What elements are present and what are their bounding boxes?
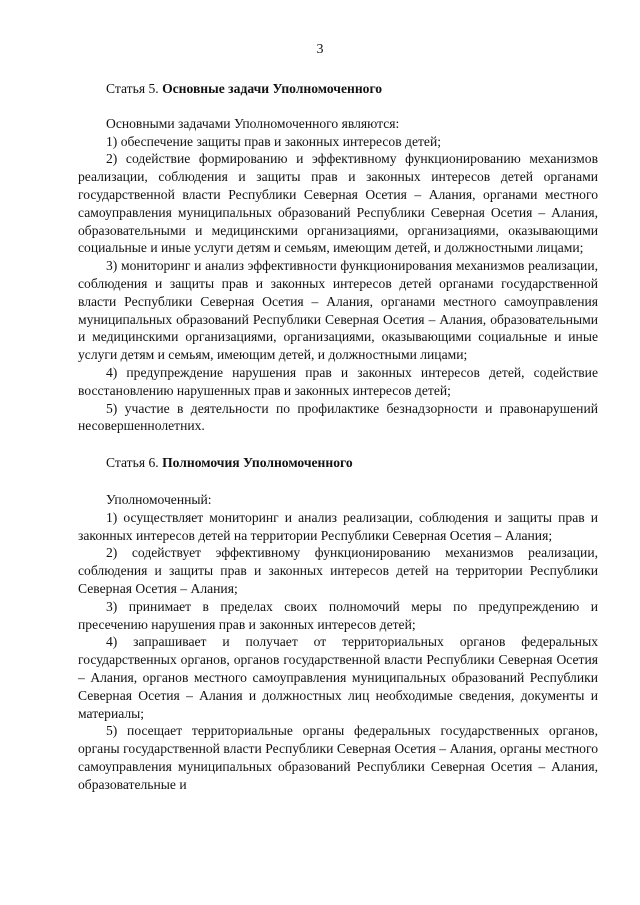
article-5-prefix: Статья 5. [106,81,163,96]
article-5-heading [78,80,598,98]
article-5-item-4: 4) предупреждение нарушения прав и законных интересов детей, содействие восстановлению нарушенных прав и законных интересов детей; [78,364,598,398]
article-5-item-5: 5) участие в деятельности по профилактике безнадзорности и правонарушений несовершеннолетних. [78,400,598,434]
document-body [78,80,598,793]
article-5-item-2: 2) содействие формированию и эффективному функционированию механизмов реализации, соблюдения и защиты прав и законных интересов детей органами государственной власти Республики Северная Осетия – Алания, органами местного самоуправления муниципальных образований Республики Северная Осетия – Алания, образовательными и медицинскими организациями, организациями, оказывающими социальные и иные услуги детям и семьям, имеющим детей, и должностными лицами; [78,151,598,256]
article-6-item-3: 3) принимает в пределах своих полномочий меры по предупреждению и пресечению нарушения прав и законных интересов детей; [78,598,598,632]
article-6-intro: Уполномоченный: [106,491,212,507]
spacer [78,472,598,491]
spacer [78,98,598,115]
article-5-intro: Основными задачами Уполномоченного являются: [106,115,400,131]
article-6-item-5: 5) посещает территориальные органы федеральных государственных органов, органы государственной власти Республики Северная Осетия – Алания, органы местного самоуправления муниципальных образований Республики Северная Осетия – Алания, образовательные и [78,723,598,792]
article-6-prefix: Статья 6. [106,455,163,471]
article-5-title: Основные задачи Уполномоченного [162,81,383,96]
article-6-heading [78,454,598,472]
article-6-title: Полномочия Уполномоченного [162,455,353,471]
spacer [78,435,598,454]
article-6-item-1: 1) осуществляет мониторинг и анализ реализации, соблюдения и защиты прав и законных интересов детей на территории Республики Северная Осетия – Алания; [78,509,598,543]
page-number: 3 [316,42,324,57]
article-5-item-1: 1) обеспечение защиты прав и законных интересов детей; [106,133,442,149]
article-5-item-3: 3) мониторинг и анализ эффективности функционирования механизмов реализации, соблюдения и защиты прав и законных интересов детей органами государственной власти Республики Северная Осетия – Алания, органами местного самоуправления муниципальных образований Республики Северная Осетия – Алания, образовательными и медицинскими организациями, организациями, оказывающими социальные и иные услуги детям и семьям, имеющим детей, и должностными лицами; [78,258,598,363]
article-6-item-2: 2) содействует эффективному функционированию механизмов реализации, соблюдения и защиты прав и законных интересов детей на территории Республики Северная Осетия – Алания; [78,545,598,596]
article-6-item-4: 4) запрашивает и получает от территориальных органов федеральных государственных органов, органов государственной власти Республики Северная Осетия – Алания, органов местного самоуправления муниципальных образований Республики Северная Осетия – Алания и должностных лиц необходимые сведения, документы и материалы; [78,634,598,721]
